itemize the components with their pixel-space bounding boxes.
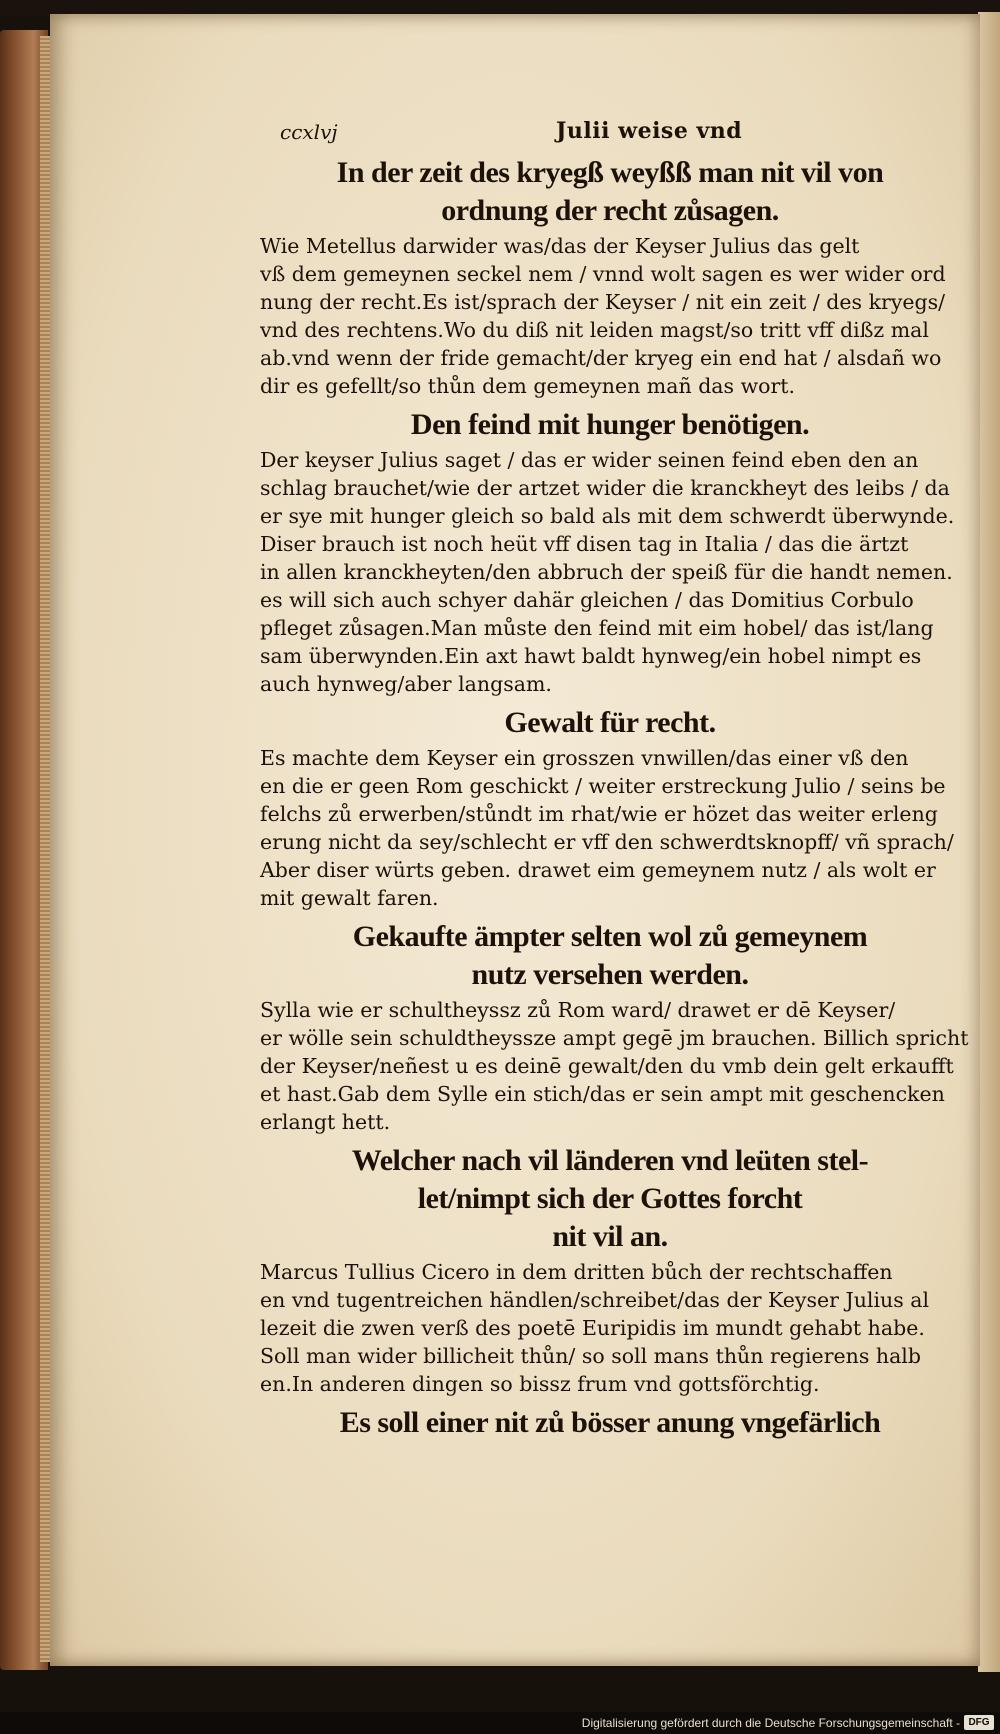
heading-line: nit vil an. — [552, 1220, 668, 1253]
text-line: vß dem gemeynen seckel nem / vnnd wolt sagen es wer wider ord — [260, 262, 946, 286]
text-line: vnd des rechtens.Wo du diß nit leiden magst/so tritt vff dißz mal — [260, 318, 929, 342]
text-line: er sye mit hunger gleich so bald als mit dem schwerdt überwynde. — [260, 504, 955, 528]
text-line: Marcus Tullius Cicero in dem dritten bůch der rechtschaffen — [260, 1260, 893, 1284]
text-line: erung nicht da sey/schlecht er vff den schwerdtsknopff/ vñ sprach/ — [260, 830, 954, 854]
text-line: Wie Metellus darwider was/das der Keyser Julius das gelt — [260, 234, 860, 258]
folio-number: ccxlvj — [280, 120, 338, 144]
section-paragraph — [260, 1258, 960, 1398]
text-line: en.In anderen dingen so bissz frum vnd gottsförchtig. — [260, 1372, 820, 1396]
heading-line: Den feind mit hunger benötigen. — [410, 408, 810, 441]
text-line: schlag brauchet/wie der artzet wider die kranckheyt des leibs / da — [260, 476, 950, 500]
facing-page-edge — [978, 12, 1000, 1672]
text-line: es will sich auch schyer dahär gleichen / das Domitius Corbulo — [260, 588, 914, 612]
heading-line: Gewalt für recht. — [504, 706, 716, 739]
text-line: ab.vnd wenn der fride gemacht/der kryeg ein end hat / alsdañ wo — [260, 346, 942, 370]
text-line: Soll man wider billicheit thůn/ so soll mans thůn regierens halb — [260, 1344, 921, 1368]
section-heading — [260, 154, 960, 230]
heading-line: Welcher nach vil länderen vnd leüten stel- — [351, 1144, 869, 1177]
text-line: pfleget zůsagen.Man můste den feind mit eim hobel/ das ist/lang — [260, 616, 934, 640]
text-line: Diser brauch ist noch heüt vff disen tag in Italia / das die ärtzt — [260, 532, 909, 556]
text-line: en die er geen Rom geschickt / weiter erstreckung Julio / seins be — [260, 774, 946, 798]
heading-line: Es soll einer nit zů bösser anung vngefärlich — [339, 1406, 881, 1439]
text-line: auch hynweg/aber langsam. — [260, 672, 552, 696]
text-line: der Keyser/neñest u es deinē gewalt/den du vmb dein gelt erkaufft — [260, 1054, 954, 1078]
section-paragraph — [260, 446, 960, 698]
text-line: et hast.Gab dem Sylle ein stich/das er sein ampt mit geschencken — [260, 1082, 945, 1106]
section-heading — [260, 1404, 960, 1442]
text-line: dir es gefellt/so thůn dem gemeynen mañ das wort. — [260, 374, 796, 398]
section-heading — [260, 1142, 960, 1256]
footer-bar — [0, 1712, 1000, 1734]
heading-line: ordnung der recht zůsagen. — [441, 194, 779, 227]
sections — [260, 154, 969, 1442]
running-head — [260, 116, 960, 152]
text-line: Es machte dem Keyser ein grosszen vnwillen/das einer vß den — [260, 746, 909, 770]
text-line: Sylla wie er schultheyssz zů Rom ward/ drawet er dē Keyser/ — [260, 998, 896, 1022]
heading-line: let/nimpt sich der Gottes forcht — [417, 1182, 803, 1215]
heading-line: In der zeit des kryegß weyßß man nit vil von — [336, 156, 884, 189]
text-block — [260, 116, 969, 1444]
text-line: lezeit die zwen verß des poetē Euripidis im mundt gehabt habe. — [260, 1316, 925, 1340]
section-heading — [260, 406, 960, 444]
dfg-logo: DFG — [964, 1715, 994, 1730]
section-paragraph — [260, 996, 969, 1136]
section-paragraph — [260, 232, 960, 400]
text-line: Aber diser würts geben. drawet eim gemeynem nutz / als wolt er — [260, 858, 936, 882]
text-line: Der keyser Julius saget / das er wider seinen feind eben den an — [260, 448, 919, 472]
text-line: mit gewalt faren. — [260, 886, 439, 910]
text-line: in allen kranckheyten/den abbruch der speiß für die handt nemen. — [260, 560, 953, 584]
section-heading — [260, 704, 960, 742]
text-line: erlangt hett. — [260, 1110, 391, 1134]
section-paragraph — [260, 744, 960, 912]
text-line: felchs zů erwerben/stůndt im rhat/wie er hözet das weiter erleng — [260, 802, 938, 826]
text-line: en vnd tugentreichen händlen/schreibet/das der Keyser Julius al — [260, 1288, 930, 1312]
heading-line: nutz versehen werden. — [471, 958, 749, 991]
text-line: nung der recht.Es ist/sprach der Keyser / nit ein zeit / des kryegs/ — [260, 290, 946, 314]
section-heading — [260, 918, 960, 994]
text-line: sam überwynden.Ein axt hawt baldt hynweg/ein hobel nimpt es — [260, 644, 922, 668]
heading-line: Gekaufte ämpter selten wol zů gemeynem — [352, 920, 868, 953]
running-title: Julii weise vnd — [556, 118, 743, 144]
text-line: er wölle sein schuldtheyssze ampt gegē jm brauchen. Billich spricht — [260, 1026, 969, 1050]
footer-credit: Digitalisierung gefördert durch die Deutsche Forschungsgemeinschaft - — [581, 1716, 960, 1730]
